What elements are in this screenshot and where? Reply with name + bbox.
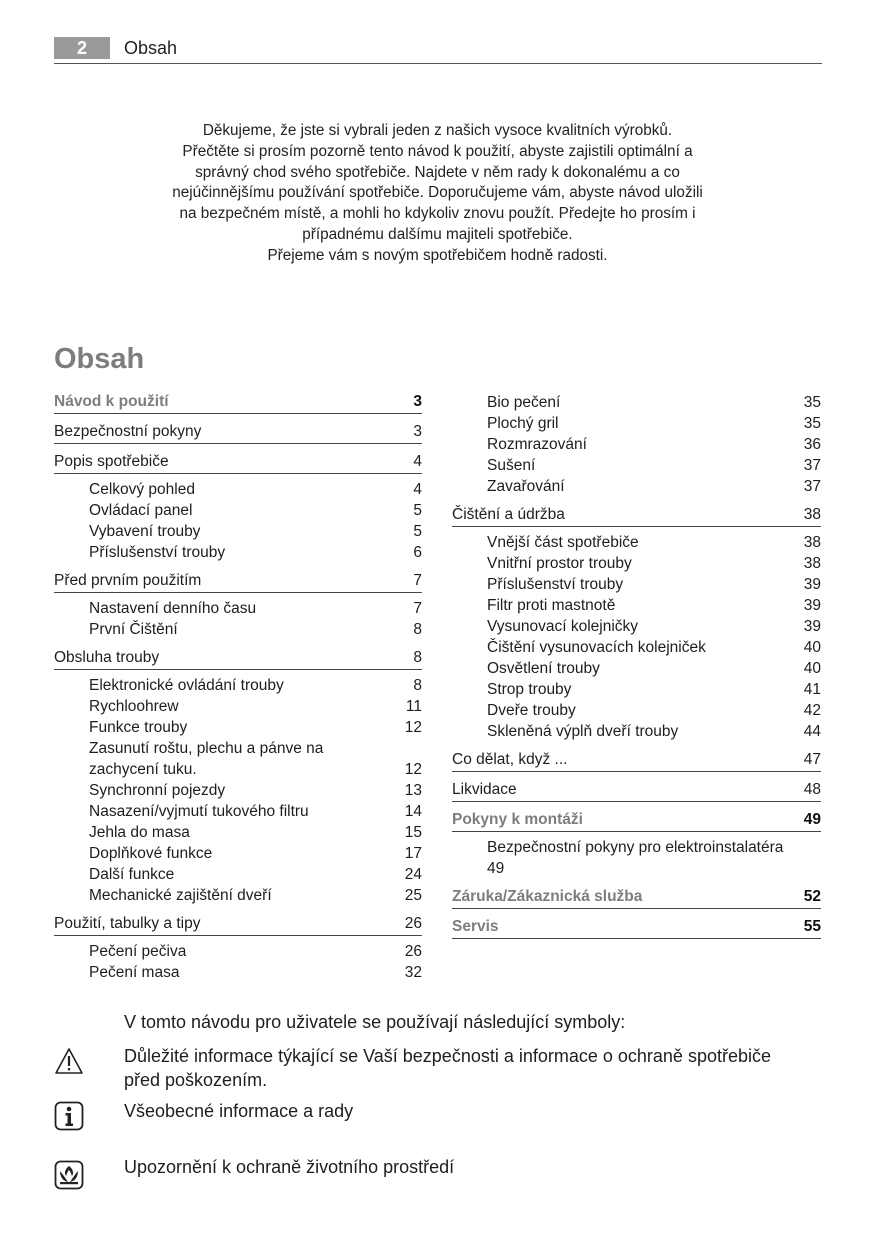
toc-entry[interactable] xyxy=(54,500,422,521)
toc-entry[interactable] xyxy=(54,822,422,843)
toc-entry-title: Rozmrazování xyxy=(487,436,587,453)
toc-section[interactable] xyxy=(54,414,422,444)
toc-entry-page: 32 xyxy=(404,964,422,981)
toc-entry-page: 3 xyxy=(413,393,422,410)
symbol-text: Všeobecné informace a rady xyxy=(124,1101,354,1121)
intro-line: na bezpečném místě, a mohli ho kdykoliv znovu použít. Předejte ho prosím i xyxy=(179,205,696,223)
toc-entry-page: 37 xyxy=(803,457,821,474)
page-header xyxy=(54,37,822,64)
toc-section[interactable] xyxy=(54,444,422,474)
toc-entry[interactable] xyxy=(452,434,821,455)
toc-entry-title: První Čištění xyxy=(89,621,178,638)
toc-entry-page: 42 xyxy=(803,702,821,719)
toc-entry-page: 8 xyxy=(413,677,422,694)
info-icon xyxy=(54,1101,84,1131)
toc-entry-page: 26 xyxy=(404,915,422,932)
intro-line: nejúčinnějšímu používání spotřebiče. Doporučujeme vám, abyste návod uložili xyxy=(172,184,703,202)
toc-entry[interactable] xyxy=(54,670,422,696)
toc-section[interactable] xyxy=(452,909,821,939)
toc-entry-title: Servis xyxy=(452,918,499,935)
toc-entry[interactable] xyxy=(452,595,821,616)
toc-entry[interactable] xyxy=(452,553,821,574)
toc-entry-page: 49 xyxy=(487,860,505,877)
toc-entry-title: Synchronní pojezdy xyxy=(89,782,226,799)
toc-entry-page: 14 xyxy=(404,803,422,820)
toc-entry[interactable] xyxy=(54,864,422,885)
toc-right-column xyxy=(452,392,821,939)
toc-entry-title: Vybavení trouby xyxy=(89,523,201,540)
toc-entry[interactable] xyxy=(452,616,821,637)
toc-entry-title: Osvětlení trouby xyxy=(487,660,600,677)
toc-entry-title: Likvidace xyxy=(452,781,517,798)
toc-entry-title: Plochý gril xyxy=(487,415,559,432)
toc-entry-title: Filtr proti mastnotě xyxy=(487,597,616,614)
toc-entry[interactable] xyxy=(452,679,821,700)
toc-entry-title: Co dělat, když ... xyxy=(452,751,568,768)
toc-entry-title: Použití, tabulky a tipy xyxy=(54,915,201,932)
toc-entry-page: 5 xyxy=(413,523,422,540)
toc-entry-title: Čištění vysunovacích kolejniček xyxy=(487,639,706,656)
toc-entry-page: 39 xyxy=(803,618,821,635)
toc-entry[interactable] xyxy=(452,527,821,553)
toc-entry[interactable] xyxy=(452,721,821,742)
toc-entry-title: Pečení masa xyxy=(89,964,180,981)
toc-entry-page: 4 xyxy=(413,453,422,470)
toc-entry[interactable] xyxy=(54,521,422,542)
intro-text xyxy=(110,121,765,267)
toc-entry[interactable] xyxy=(452,574,821,595)
toc-entry-title: Rychloohrew xyxy=(89,698,179,715)
toc-entry-title: Jehla do masa xyxy=(89,824,190,841)
toc-entry-title: Popis spotřebiče xyxy=(54,453,169,470)
toc-entry-title: Pečení pečiva xyxy=(89,943,187,960)
toc-entry-title: Mechanické zajištění dveří xyxy=(89,887,272,904)
toc-entry[interactable] xyxy=(54,885,422,906)
toc-section[interactable] xyxy=(452,879,821,909)
toc-section[interactable] xyxy=(54,640,422,670)
toc-entry-page: 17 xyxy=(404,845,422,862)
toc-entry-page: 36 xyxy=(803,436,821,453)
toc-entry[interactable] xyxy=(54,780,422,801)
toc-entry-page: 5 xyxy=(413,502,422,519)
toc-entry-title: Návod k použití xyxy=(54,393,169,410)
toc-entry[interactable] xyxy=(54,474,422,500)
toc-entry[interactable] xyxy=(54,962,422,983)
toc-entry-title: Vnější část spotřebiče xyxy=(487,534,639,551)
toc-entry-title: Sušení xyxy=(487,457,536,474)
toc-entry-title: Bio pečení xyxy=(487,394,561,411)
toc-entry[interactable] xyxy=(452,392,821,413)
toc-entry-title: Ovládací panel xyxy=(89,502,193,519)
toc-entry-title: Čištění a údržba xyxy=(452,506,565,523)
toc-entry[interactable] xyxy=(452,637,821,658)
toc-entry-title: Skleněná výplň dveří trouby xyxy=(487,723,679,740)
toc-entry-title: Záruka/Zákaznická služba xyxy=(452,888,643,905)
toc-entry-title: Strop trouby xyxy=(487,681,572,698)
toc-entry-page: 25 xyxy=(404,887,422,904)
toc-entry-title: Elektronické ovládání trouby xyxy=(89,677,284,694)
toc-entry-page: 40 xyxy=(803,639,821,656)
toc-entry[interactable] xyxy=(54,936,422,962)
toc-section[interactable] xyxy=(452,772,821,802)
toc-entry-page: 6 xyxy=(413,544,422,561)
toc-entry-title: Před prvním použitím xyxy=(54,572,202,589)
toc-entry-page: 41 xyxy=(803,681,821,698)
toc-entry-page: 52 xyxy=(803,888,821,905)
toc-entry-title: Doplňkové funkce xyxy=(89,845,213,862)
toc-entry-page: 35 xyxy=(803,415,821,432)
toc-entry-title: Zavařování xyxy=(487,478,565,495)
toc-entry-title: Bezpečnostní pokyny pro elektroinstalatéra xyxy=(487,839,784,856)
toc-entry[interactable] xyxy=(452,455,821,476)
toc-entry-page: 12 xyxy=(404,719,422,736)
toc-entry-title: Další funkce xyxy=(89,866,175,883)
toc-entry-page: 11 xyxy=(405,698,422,715)
toc-section[interactable] xyxy=(452,497,821,527)
toc-section[interactable] xyxy=(452,742,821,772)
toc-entry-page: 38 xyxy=(803,555,821,572)
toc-entry-page: 40 xyxy=(803,660,821,677)
toc-entry-title: Zasunutí roštu, plechu a pánve na zachycení tuku. xyxy=(89,740,324,778)
toc-entry-page: 26 xyxy=(404,943,422,960)
intro-line: Přečtěte si prosím pozorně tento návod k použití, abyste zajistili optimální a xyxy=(182,142,693,160)
toc-entry[interactable] xyxy=(54,717,422,738)
page-number: 2 xyxy=(54,37,110,59)
toc-entry-title: Pokyny k montáži xyxy=(452,811,583,828)
toc-entry-page: 7 xyxy=(413,600,422,617)
toc-entry[interactable] xyxy=(54,542,422,563)
toc-entry-title: Nastavení denního času xyxy=(89,600,257,617)
toc-section[interactable] xyxy=(54,563,422,593)
toc-entry-page: 38 xyxy=(803,506,821,523)
toc-entry[interactable] xyxy=(54,843,422,864)
toc-entry[interactable] xyxy=(452,413,821,434)
toc-entry-page: 38 xyxy=(803,534,821,551)
toc-entry-page: 15 xyxy=(404,824,422,841)
intro-line: Děkujeme, že jste si vybrali jeden z našich vysoce kvalitních výrobků. xyxy=(202,122,673,139)
toc-entry-title: Příslušenství trouby xyxy=(89,544,226,561)
toc-entry[interactable] xyxy=(452,476,821,497)
toc-entry[interactable] xyxy=(452,832,821,879)
toc-entry-page: 39 xyxy=(803,576,821,593)
toc-entry-title: Bezpečnostní pokyny xyxy=(54,423,202,440)
toc-entry-page: 47 xyxy=(803,751,821,768)
symbol-text: Upozornění k ochraně životního prostředí xyxy=(124,1157,455,1177)
toc-entry-page: 13 xyxy=(404,782,422,799)
toc-entry-page: 39 xyxy=(803,597,821,614)
intro-line: správný chod svého spotřebiče. Najdete v něm rady k dokonalému a co xyxy=(195,163,680,181)
intro-line: Přejeme vám s novým spotřebičem hodně radosti. xyxy=(267,246,608,264)
toc-entry[interactable] xyxy=(54,593,422,619)
toc-entry[interactable] xyxy=(452,658,821,679)
toc-entry-title: Obsluha trouby xyxy=(54,649,160,666)
toc-entry[interactable] xyxy=(54,738,422,780)
warning-icon xyxy=(54,1046,84,1076)
environment-icon xyxy=(54,1160,84,1190)
toc-section[interactable] xyxy=(452,802,821,832)
toc-entry-title: Nasazení/vyjmutí tukového filtru xyxy=(89,803,309,820)
toc-entry-page: 37 xyxy=(803,478,821,495)
toc-entry-page: 7 xyxy=(413,572,422,589)
toc-entry-page: 8 xyxy=(413,621,422,638)
toc-entry-title: Vysunovací kolejničky xyxy=(487,618,639,635)
toc-entry-page: 49 xyxy=(803,811,821,828)
toc-section[interactable] xyxy=(54,906,422,936)
toc-entry-title: Dveře trouby xyxy=(487,702,576,719)
toc-left-column xyxy=(54,392,422,983)
toc-entry-page: 44 xyxy=(803,723,821,740)
toc-entry[interactable] xyxy=(54,801,422,822)
toc-entry[interactable] xyxy=(54,619,422,640)
toc-entry[interactable] xyxy=(452,700,821,721)
toc-entry-page: 12 xyxy=(404,761,422,778)
toc-entry-title: Celkový pohled xyxy=(89,481,195,498)
toc-entry-page: 4 xyxy=(413,481,422,498)
header-title: Obsah xyxy=(124,38,178,58)
toc-title: Obsah xyxy=(54,343,145,375)
toc-entry[interactable] xyxy=(54,696,422,717)
toc-entry-page: 55 xyxy=(803,918,821,935)
toc-entry-page: 3 xyxy=(413,423,422,440)
toc-entry-page: 24 xyxy=(404,866,422,883)
symbol-text: Důležité informace týkající se Vaší bezpečnosti a informace o ochraně spotřebiče před poškozením. xyxy=(124,1046,771,1090)
toc-entry-title: Příslušenství trouby xyxy=(487,576,624,593)
toc-entry-page: 8 xyxy=(413,649,422,666)
toc-section[interactable] xyxy=(54,392,422,414)
toc-entry-page: 48 xyxy=(803,781,821,798)
toc-entry-title: Vnitřní prostor trouby xyxy=(487,555,632,572)
symbols-intro: V tomto návodu pro uživatele se používají následující symboly: xyxy=(124,1012,626,1032)
intro-line: případnému dalšímu majiteli spotřebiče. xyxy=(302,225,573,243)
toc-entry-page: 35 xyxy=(803,394,821,411)
toc-entry-title: Funkce trouby xyxy=(89,719,188,736)
